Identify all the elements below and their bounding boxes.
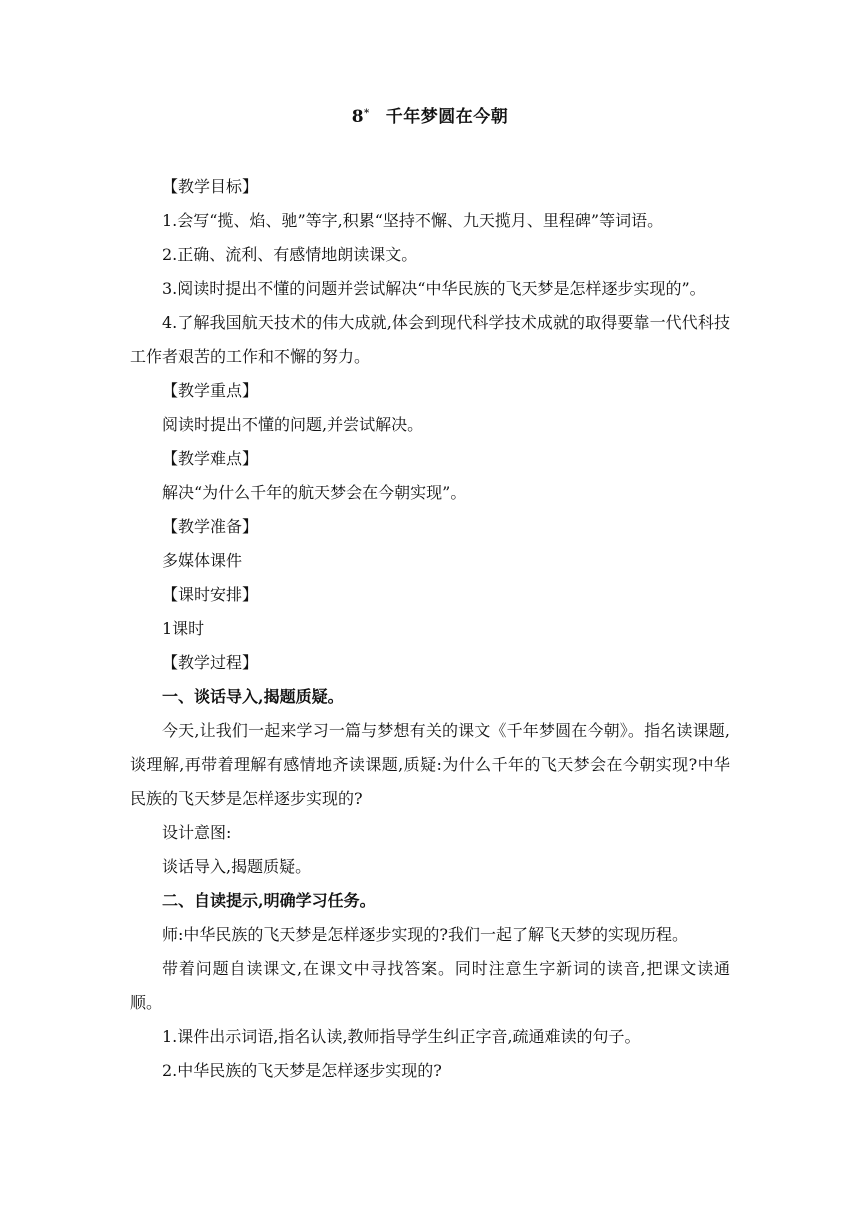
optional-lesson-mark: * bbox=[364, 108, 370, 119]
paragraph: 多媒体课件 bbox=[162, 551, 243, 570]
paragraph: 阅读时提出不懂的问题,并尝试解决。 bbox=[162, 415, 424, 434]
document-body bbox=[130, 170, 730, 1088]
paragraph: 2.正确、流利、有感情地朗读课文。 bbox=[162, 245, 418, 264]
paragraph: 【教学重点】 bbox=[162, 381, 259, 400]
paragraph: 1.会写“揽、焰、驰”等字,积累“坚持不懈、九天揽月、里程碑”等词语。 bbox=[162, 211, 664, 230]
section-heading: 一、谈话导入,揭题质疑。 bbox=[162, 687, 344, 706]
paragraph: 谈话导入,揭题质疑。 bbox=[162, 857, 312, 876]
paragraph: 今天,让我们一起来学习一篇与梦想有关的课文《千年梦圆在今朝》。指名读课题,谈理解,再带着理解有感情地齐读课题,质疑:为什么千年的飞天梦会在今朝实现?中华民族的飞天梦是怎样逐步实现的? bbox=[130, 721, 730, 808]
paragraph: 【教学过程】 bbox=[162, 653, 259, 672]
paragraph: 师:中华民族的飞天梦是怎样逐步实现的?我们一起了解飞天梦的实现历程。 bbox=[162, 925, 688, 944]
paragraph: 【教学难点】 bbox=[162, 449, 259, 468]
paragraph: 带着问题自读课文,在课文中寻找答案。同时注意生字新词的读音,把课文读通顺。 bbox=[130, 959, 730, 1012]
paragraph: 设计意图: bbox=[162, 823, 232, 842]
paragraph: 2.中华民族的飞天梦是怎样逐步实现的? bbox=[162, 1061, 442, 1080]
paragraph: 【教学目标】 bbox=[162, 177, 259, 196]
lesson-number: 8* bbox=[351, 107, 370, 127]
section-heading: 二、自读提示,明确学习任务。 bbox=[162, 891, 376, 910]
paragraph: 1.课件出示词语,指名认读,教师指导学生纠正字音,疏通难读的句子。 bbox=[162, 1027, 641, 1046]
paragraph: 1课时 bbox=[162, 619, 205, 638]
paragraph: 4.了解我国航天技术的伟大成就,体会到现代科学技术成就的取得要靠一代代科技工作者艰苦的工作和不懈的努力。 bbox=[130, 313, 730, 366]
paragraph: 解决“为什么千年的航天梦会在今朝实现”。 bbox=[162, 483, 467, 502]
paragraph: 【教学准备】 bbox=[162, 517, 259, 536]
paragraph: 【课时安排】 bbox=[162, 585, 259, 604]
document-title bbox=[0, 102, 860, 127]
lesson-title-text: 千年梦圆在今朝 bbox=[385, 107, 509, 127]
paragraph: 3.阅读时提出不懂的问题并尝试解决“中华民族的飞天梦是怎样逐步实现的”。 bbox=[162, 279, 706, 298]
